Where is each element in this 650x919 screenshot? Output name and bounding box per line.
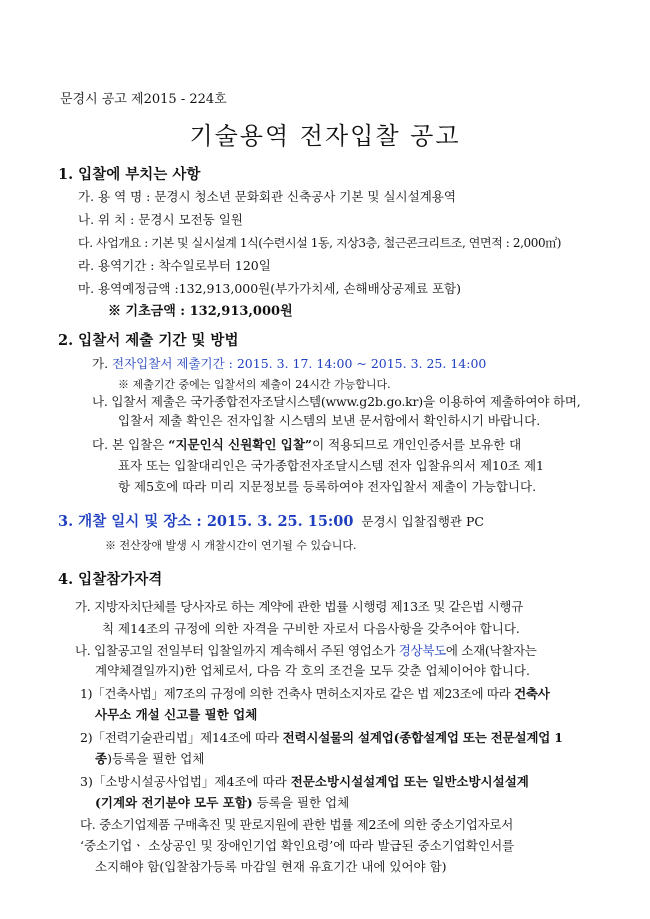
s4-sub1-line2: 사무소 개설 신고를 필한 업체 [95, 707, 258, 722]
section-3-heading [58, 514, 484, 530]
s2-item-na-line2: 입찰서 제출 확인은 전자입찰 시스템의 보낸 문서함에서 확인하시기 바랍니다. [118, 413, 541, 428]
s2-item-da-line1 [92, 437, 521, 453]
s4-sub1-line1 [80, 686, 549, 702]
s4-sub3-text: 3)「소방시설공사업법」제4조에 따라 [80, 774, 291, 789]
s1-item-ma: 마. 용역예정금액 :132,913,000원(부가가치세, 손해배상공제료 포함) [78, 281, 461, 296]
s2-item-ga [92, 356, 486, 372]
s4-item-da-line3: 소지해야 함(입찰참가등록 마감일 현재 유효기간 내에 있어야 함) [95, 859, 447, 874]
section-4-heading: 4. 입찰참가자격 [58, 571, 163, 588]
section-1-heading: 1. 입찰에 부치는 사항 [58, 166, 201, 183]
s4-sub2-emphasis-end: 종 [95, 751, 108, 766]
s4-item-ga-line2: 칙 제14조의 규정에 의한 자격을 구비한 자로서 다음사항을 갖추어야 합니다. [102, 621, 520, 636]
s4-sub1-text: 1)「건축사법」제7조의 규정에 의한 건축사 면허소지자로 같은 법 제23조에 따라 [80, 686, 515, 701]
s4-item-na-line2: 계약체결일까지)한 업체로서, 다음 각 호의 조건을 모두 갖춘 업체이어야 합니다. [95, 663, 530, 678]
s4-sub2-line1 [80, 730, 563, 746]
s1-base-amount: ※ 기초금액 : 132,913,000원 [108, 304, 293, 319]
s2-da-text-c: 이 적용되므로 개인인증서를 보유한 대 [312, 437, 522, 452]
section-2-heading: 2. 입찰서 제출 기간 및 방법 [58, 332, 239, 349]
s4-item-da-line1: 다. 중소기업제품 구매촉진 및 판로지원에 관한 법률 제2조에 의한 중소기업자로서 [80, 817, 513, 832]
s4-na-text-c: 에 소재(낙찰자는 [445, 643, 537, 658]
s2-item-na-line1: 나. 입찰서 제출은 국가종합전자조달시스템(www.g2b.go.kr)을 이용하여 제출하여야 하며, [92, 394, 581, 409]
s2-item-da-line2: 표자 또는 입찰대리인은 국가종합전자조달시스템 전자 입찰유의서 제10조 제1 [118, 458, 544, 473]
s1-item-ga: 가. 용 역 명 : 문경시 청소년 문화회관 신축공사 기본 및 실시설계용역 [78, 189, 456, 204]
s4-item-na-line1 [75, 643, 537, 659]
s4-sub1-emphasis: 건축사 [514, 686, 550, 701]
s4-sub3-line2 [95, 795, 349, 811]
s1-item-na: 나. 위 치 : 문경시 모전동 일원 [78, 212, 243, 227]
s2-da-emphasis: “지문인식 신원확인 입찰” [168, 437, 313, 452]
s3-place: 문경시 입찰집행관 PC [361, 514, 484, 529]
s4-sub2-emphasis: 전력시설물의 설계업(종합설계업 또는 전문설계업 1 [282, 730, 563, 745]
s2-ga-prefix: 가. [92, 356, 113, 371]
s4-sub2-line2 [95, 751, 204, 767]
s2-da-text-a: 다. 본 입찰은 [92, 437, 169, 452]
s4-sub2-text-end: )등록을 필한 업체 [107, 751, 205, 766]
s1-item-ra: 라. 용역기간 : 착수일로부터 120일 [78, 258, 271, 273]
s3-note: ※ 전산장애 발생 시 개찰시간이 연기될 수 있습니다. [105, 539, 357, 552]
s4-item-ga-line1: 가. 지방자치단체를 당사자로 하는 계약에 관한 법률 시행령 제13조 및 같은법 시행규 [75, 599, 523, 614]
s4-sub2-text: 2)「전력기술관리법」제14조에 따라 [80, 730, 283, 745]
s4-sub3-emphasis: 전문소방시설설계업 또는 일반소방시설설계 [290, 774, 529, 789]
s4-na-region: 경상북도 [398, 643, 446, 658]
s2-ga-note: ※ 제출기간 중에는 입찰서의 제출이 24시간 가능합니다. [118, 378, 391, 391]
s2-ga-label: 전자입찰서 제출기간 [112, 356, 225, 371]
s2-ga-sep: : [224, 356, 237, 371]
s3-heading: 3. 개찰 일시 및 장소 : 2015. 3. 25. 15:00 [58, 513, 354, 530]
s4-na-text-a: 나. 입찰공고일 전일부터 입찰일까지 계속해서 주된 영업소가 [75, 643, 399, 658]
notice-number: 문경시 공고 제2015 - 224호 [60, 92, 227, 107]
s2-ga-period: 2015. 3. 17. 14:00 ~ 2015. 3. 25. 14:00 [236, 356, 487, 371]
s1-item-da: 다. 사업개요 : 기본 및 실시설계 1식(수련시설 1동, 지상3층, 철근콘크리트조, 연면적 : 2,000㎡) [78, 236, 562, 250]
s2-item-da-line3: 항 제5호에 따라 미리 지문정보를 등록하여야 전자입찰서 제출이 가능합니다. [118, 479, 537, 494]
s4-sub3-text-end: 등록을 필한 업체 [252, 795, 350, 810]
s4-sub3-line1 [80, 774, 529, 790]
s4-item-da-line2: ‘중소기업ㆍ 소상공인 및 장애인기업 확인요령’에 따라 발급된 중소기업확인서를 [80, 838, 515, 853]
s4-sub3-emphasis-end: (기계와 전기분야 모두 포함) [95, 795, 253, 810]
page-title: 기술용역 전자입찰 공고 [189, 122, 461, 150]
